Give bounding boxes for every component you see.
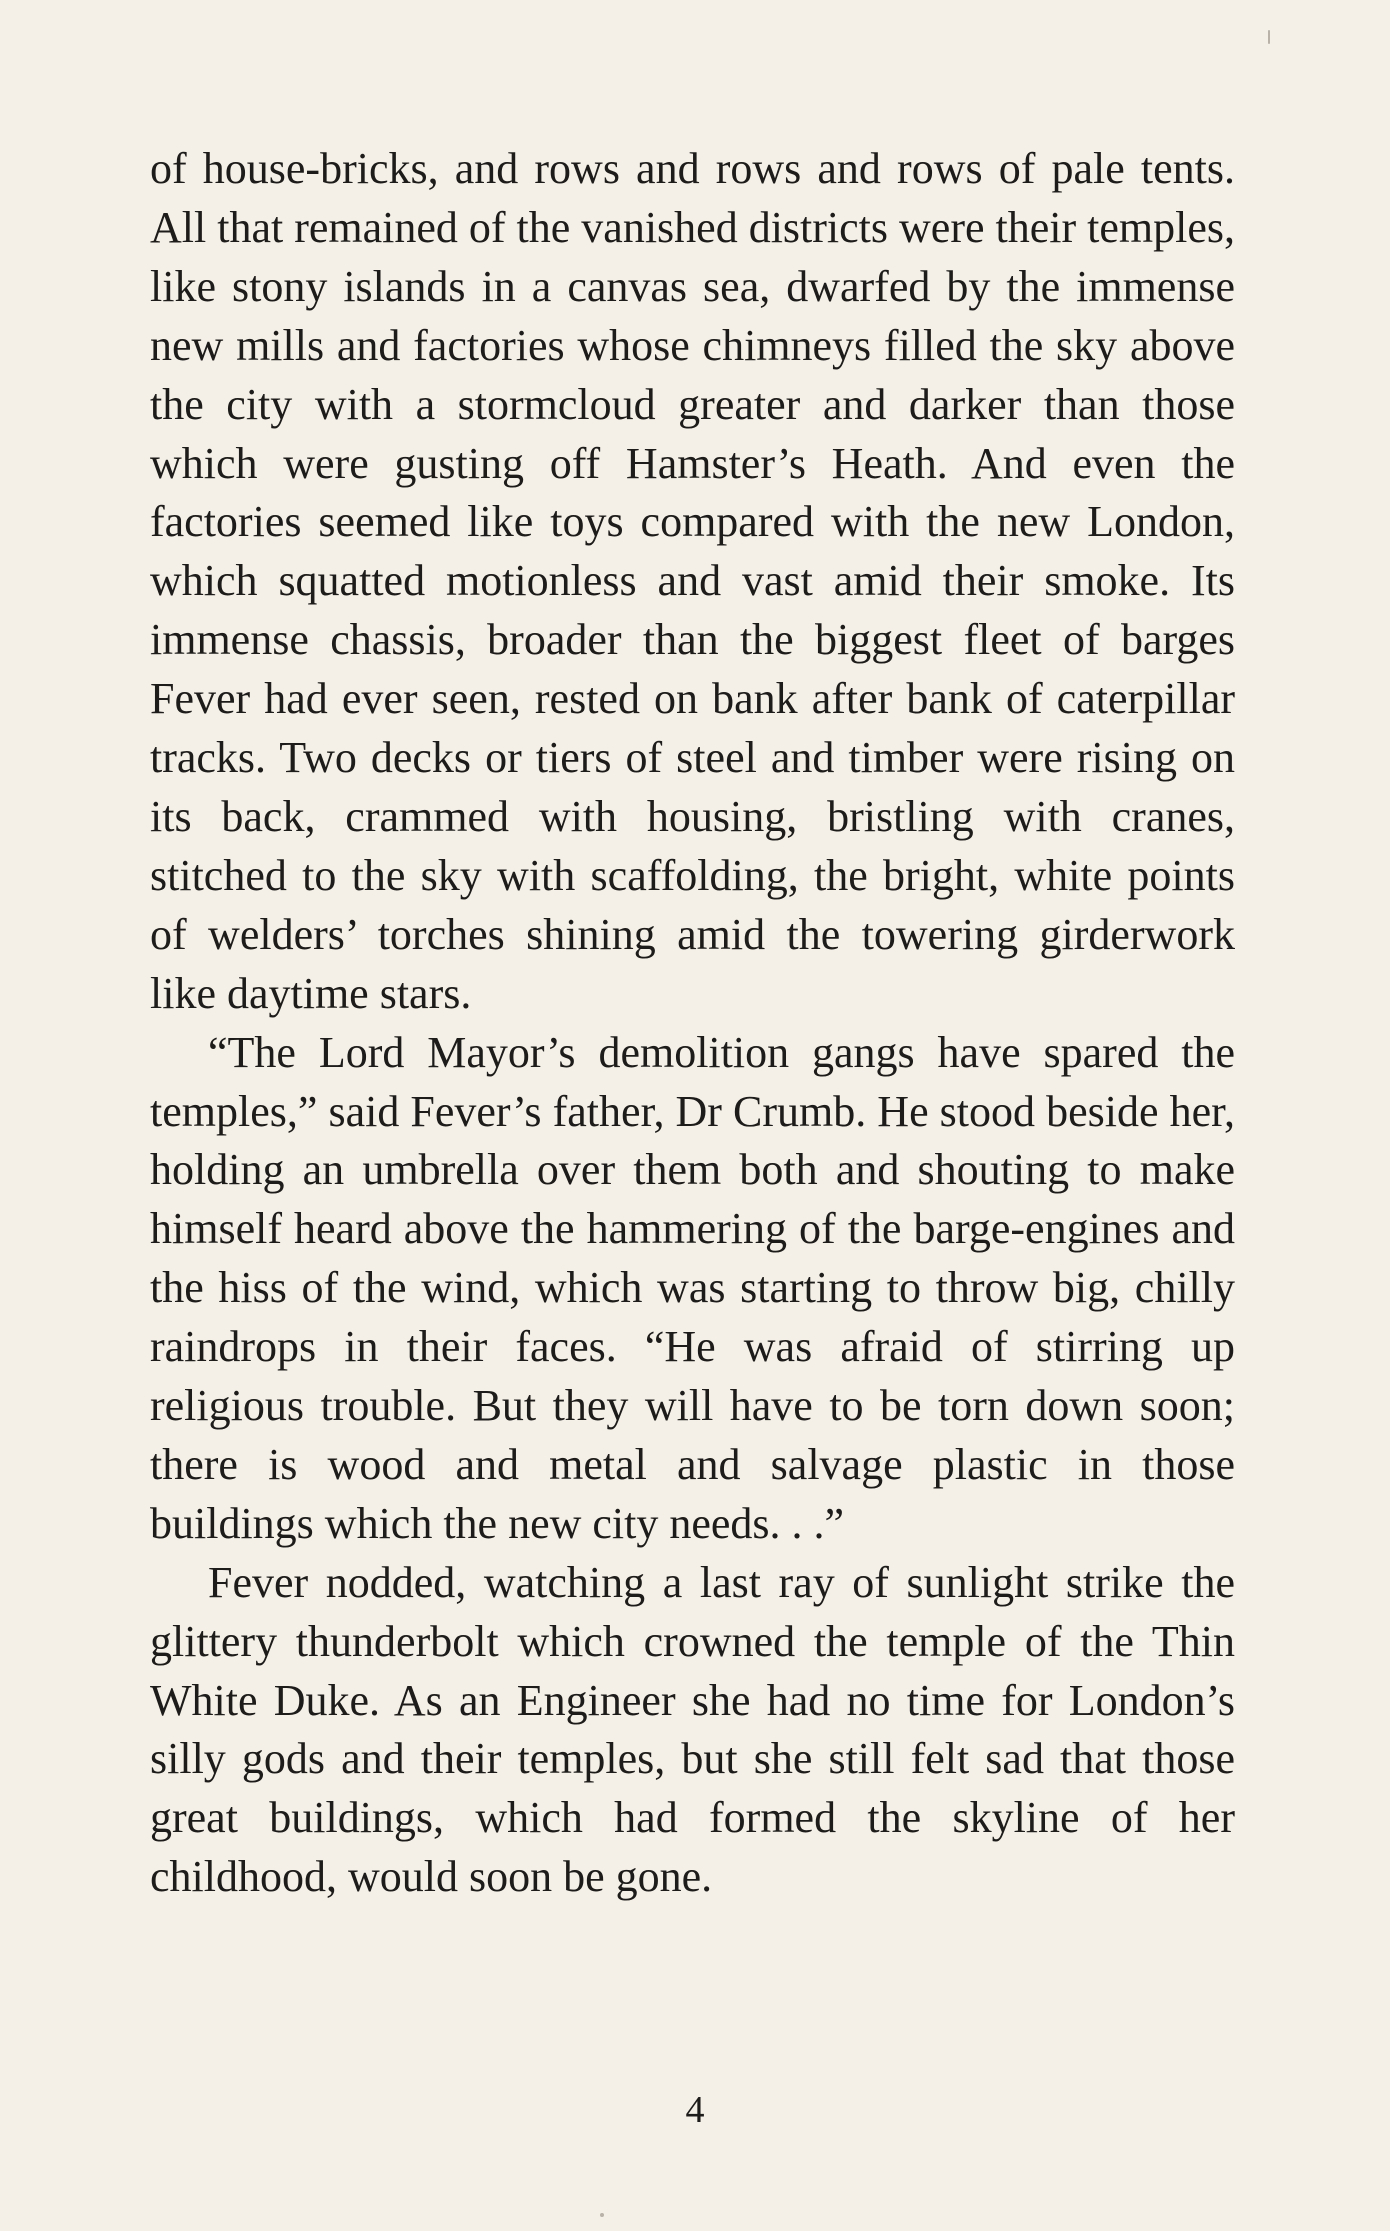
paragraph-1: of house-bricks, and rows and rows and rows of pale tents. All that remained of the vanished districts were their temples, like stony islands in a canvas sea, dwarfed by the immense new mills and factories whose chimneys filled the sky above the city with a stormcloud greater and darker than those which were gusting off Hamster’s Heath. And even the factories seemed like toys compared with the new London, which squatted motionless and vast amid their smoke. Its immense chassis, broader than the biggest fleet of barges Fever had ever seen, rested on bank after bank of caterpillar tracks. Two decks or tiers of steel and timber were rising on its back, crammed with housing, bristling with cranes, stitched to the sky with scaffolding, the bright, white points of welders’ torches shining amid the towering girderwork like daytime stars. bbox=[150, 144, 1236, 1018]
page-number: 4 bbox=[685, 2089, 705, 2131]
paper-speck bbox=[600, 2213, 604, 2217]
body-text bbox=[150, 140, 1235, 1907]
paragraph-2: “The Lord Mayor’s demolition gangs have spared the temples,” said Fever’s father, Dr Crumb. He stood beside her, holding an umbrella over them both and shouting to make himself heard above the hammering of the barge-engines and the hiss of the wind, which was starting to throw big, chilly raindrops in their faces. “He was afraid of stirring up religious trouble. But they will have to be torn down soon; there is wood and metal and salvage plastic in those buildings which the new city needs. . .” bbox=[150, 1027, 1235, 1548]
paragraph-3: Fever nodded, watching a last ray of sunlight strike the glittery thunderbolt which crowned the temple of the Thin White Duke. As an Engineer she had no time for London’s silly gods and their temples, but she still felt sad that those great buildings, which had formed the skyline of her childhood, would soon be gone. bbox=[150, 1557, 1235, 1902]
paper-speck bbox=[1268, 30, 1270, 44]
